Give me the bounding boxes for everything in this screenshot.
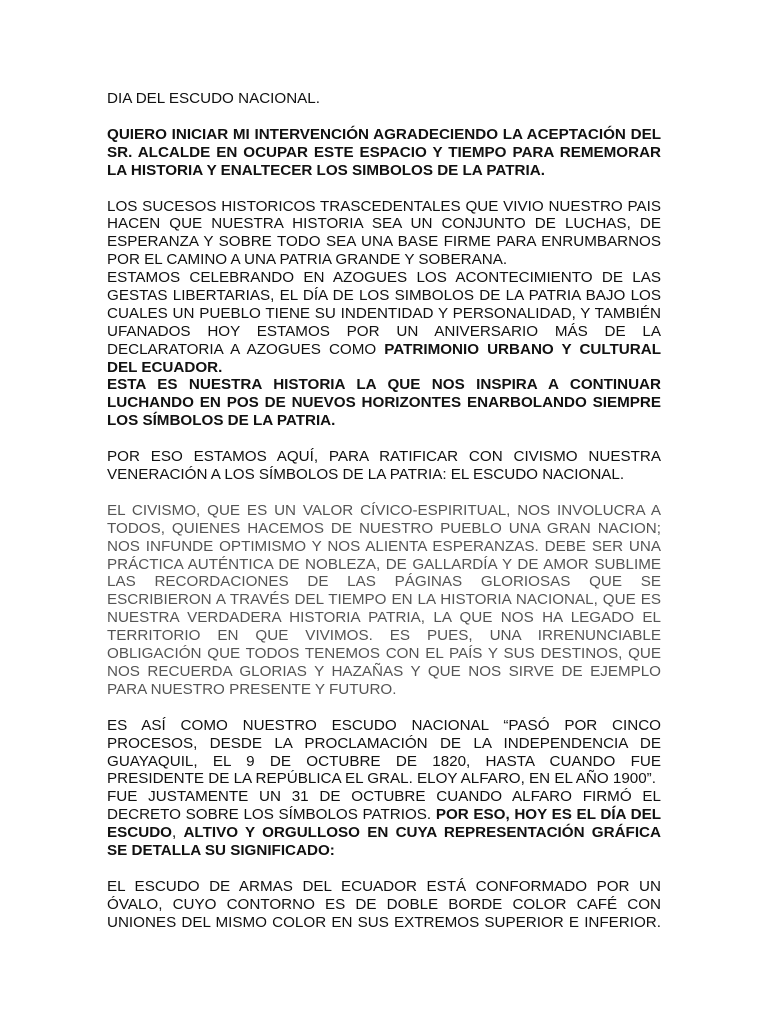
text-line: OBLIGACIÓN QUE TODOS TENEMOS CON EL PAÍS Y SUS DESTINOS, QUE bbox=[107, 645, 661, 663]
text-line: ES ASÍ COMO NUESTRO ESCUDO NACIONAL “PASÓ POR CINCO bbox=[107, 716, 661, 734]
text-line: FUE JUSTAMENTE UN 31 DE OCTUBRE CUANDO ALFARO FIRMÓ EL bbox=[107, 788, 661, 806]
text-line: UFANADOS HOY ESTAMOS POR UN ANIVERSARIO MÁS DE LA bbox=[107, 322, 661, 340]
text-line bbox=[107, 806, 661, 824]
text-line bbox=[107, 341, 661, 359]
text-line: NUESTRA VERDADERA HISTORIA PATRIA, LA QUE NOS HA LEGADO EL bbox=[107, 609, 661, 627]
document-page bbox=[107, 90, 661, 932]
text-line: ESPERANZA Y SOBRE TODO SEA UNA BASE FIRME PARA ENRUMBARNOS bbox=[107, 233, 661, 251]
text-line: CUALES UN PUEBLO TIENE SU INDENTIDAD Y PERSONALIDAD, Y TAMBIÉN bbox=[107, 304, 661, 322]
text-line: TERRITORIO EN QUE VIVIMOS. ES PUES, UNA IRRENUNCIABLE bbox=[107, 627, 661, 645]
text-line: NOS INFUNDE OPTIMISMO Y NOS ALIENTA ESPERANZAS. DEBE SER UNA bbox=[107, 537, 661, 555]
text-line: LAS RECORDACIONES DE LAS PÁGINAS GLORIOSAS QUE SE bbox=[107, 573, 661, 591]
text-line: SR. ALCALDE EN OCUPAR ESTE ESPACIO Y TIEMPO PARA REMEMORAR bbox=[107, 143, 661, 161]
text-run-bold: ALTIVO Y ORGULLOSO EN CUYA REPRESENTACIÓN GRÁFICA bbox=[183, 824, 661, 842]
text-line: UNIONES DEL MISMO COLOR EN SUS EXTREMOS SUPERIOR E INFERIOR. bbox=[107, 913, 661, 931]
text-line: ESCRIBIERON A TRAVÉS DEL TIEMPO EN LA HISTORIA NACIONAL, QUE ES bbox=[107, 591, 661, 609]
armas-paragraph bbox=[107, 878, 661, 932]
text-line: QUIERO INICIAR MI INTERVENCIÓN AGRADECIENDO LA ACEPTACIÓN DEL bbox=[107, 125, 661, 143]
text-line: LOS SUCESOS HISTORICOS TRASCEDENTALES QUE VIVIO NUESTRO PAIS bbox=[107, 197, 661, 215]
intro-paragraph bbox=[107, 126, 661, 180]
text-line: ÓVALO, CUYO CONTORNO ES DE DOBLE BORDE COLOR CAFÉ CON bbox=[107, 895, 661, 913]
text-line: LOS SÍMBOLOS DE LA PATRIA. bbox=[107, 412, 336, 430]
text-line bbox=[107, 824, 661, 842]
historia-paragraph bbox=[107, 376, 661, 430]
text-line: GESTAS LIBERTARIAS, EL DÍA DE LOS SIMBOLOS DE LA PATRIA BAJO LOS bbox=[107, 287, 661, 305]
text-run: DECLARATORIA A AZOGUES COMO bbox=[107, 340, 385, 358]
sucesos-paragraph bbox=[107, 198, 661, 270]
text-line: PRESIDENTE DE LA REPÚBLICA EL GRAL. ELOY ALFARO, EN EL AÑO 1900”. bbox=[107, 770, 656, 788]
text-line: POR EL CAMINO A UNA PATRIA GRANDE Y SOBERANA. bbox=[107, 251, 508, 269]
text-line: PRÁCTICA AUTÉNTICA DE NOBLEZA, DE GALLARDÍA Y DE AMOR SUBLIME bbox=[107, 555, 661, 573]
text-line: GUAYAQUIL, EL 9 DE OCTUBRE DE 1820, HASTA CUANDO FUE bbox=[107, 752, 661, 770]
text-run-bold: PATRIMONIO URBANO Y CULTURAL bbox=[384, 340, 661, 358]
text-run-bold: ESCUDO bbox=[107, 824, 172, 842]
text-line: TODOS, QUIENES HACEMOS DE NUESTRO PUEBLO UNA GRAN NACION; bbox=[107, 519, 661, 537]
document-title bbox=[107, 90, 661, 108]
text-run: DECRETO SOBRE LOS SÍMBOLOS PATRIOS. bbox=[107, 806, 436, 824]
celebrando-paragraph bbox=[107, 269, 661, 376]
text-run: , bbox=[171, 824, 184, 842]
text-line: NOS RECUERDA GLORIAS Y HAZAÑAS Y QUE NOS SIRVE DE EJEMPLO bbox=[107, 662, 661, 680]
text-line: POR ESO ESTAMOS AQUÍ, PARA RATIFICAR CON CIVISMO NUESTRA bbox=[107, 448, 661, 466]
text-line: PARA NUESTRO PRESENTE Y FUTURO. bbox=[107, 680, 397, 698]
text-line: VENERACIÓN A LOS SÍMBOLOS DE LA PATRIA: EL ESCUDO NACIONAL. bbox=[107, 466, 625, 484]
text-line: SE DETALLA SU SIGNIFICADO: bbox=[107, 841, 335, 859]
escudo-paragraph bbox=[107, 717, 661, 860]
text-run-bold: POR ESO, HOY ES EL DÍA DEL bbox=[435, 806, 661, 824]
text-line: ESTAMOS CELEBRANDO EN AZOGUES LOS ACONTECIMIENTO DE LAS bbox=[107, 269, 661, 287]
text-line: PROCESOS, DESDE LA PROCLAMACIÓN DE LA INDEPENDENCIA DE bbox=[107, 734, 661, 752]
text-line: HACEN QUE NUESTRA HISTORIA SEA UN CONJUNTO DE LUCHAS, DE bbox=[107, 215, 661, 233]
text-line: EL CIVISMO, QUE ES UN VALOR CÍVICO-ESPIRITUAL, NOS INVOLUCRA A bbox=[107, 501, 661, 519]
text-line: EL ESCUDO DE ARMAS DEL ECUADOR ESTÁ CONFORMADO POR UN bbox=[107, 877, 661, 895]
civismo-paragraph bbox=[107, 502, 661, 699]
text-line: DEL ECUADOR. bbox=[107, 358, 223, 376]
text-line: LUCHANDO EN POS DE NUEVOS HORIZONTES ENARBOLANDO SIEMPRE bbox=[107, 394, 661, 412]
text-line: LA HISTORIA Y ENALTECER LOS SIMBOLOS DE LA PATRIA. bbox=[107, 161, 545, 179]
aqui-paragraph bbox=[107, 448, 661, 484]
text-line: ESTA ES NUESTRA HISTORIA LA QUE NOS INSPIRA A CONTINUAR bbox=[107, 376, 661, 394]
text-line: DIA DEL ESCUDO NACIONAL. bbox=[107, 90, 320, 107]
